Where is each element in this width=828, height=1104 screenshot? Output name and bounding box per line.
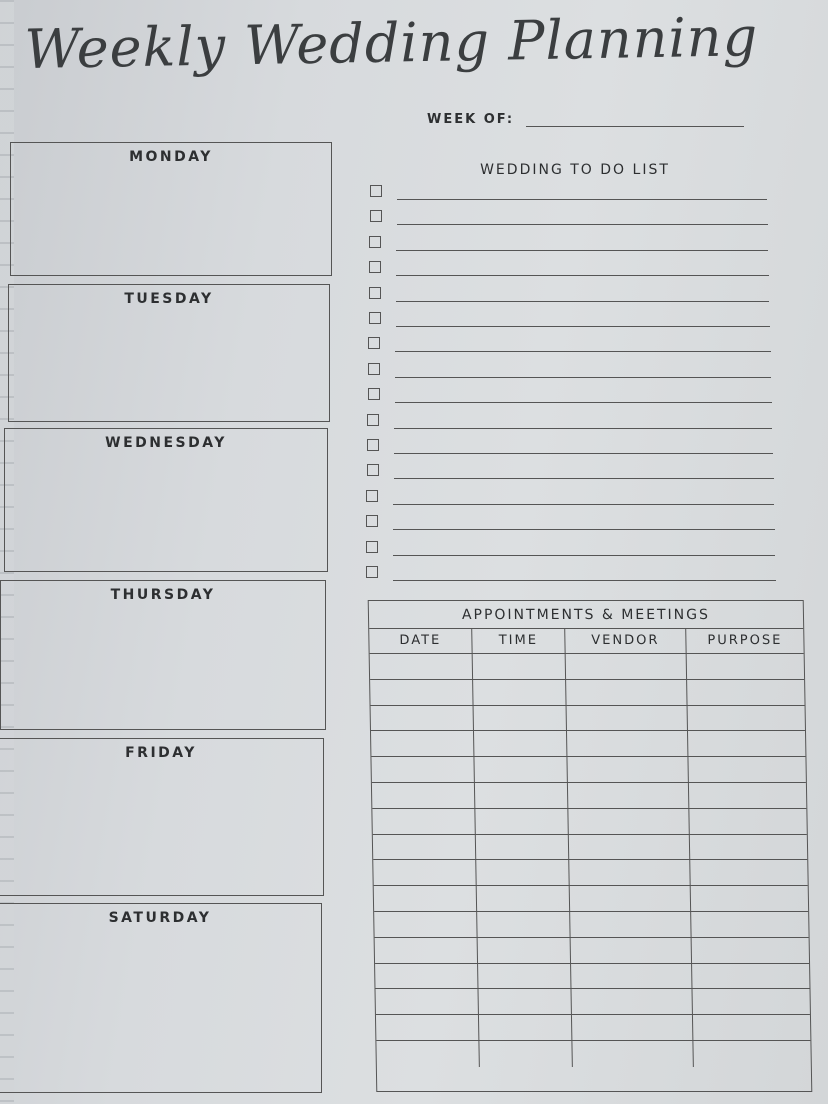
todo-checkbox[interactable]	[368, 337, 380, 349]
todo-item	[369, 311, 771, 327]
cell-vendor[interactable]	[566, 654, 687, 679]
appointments-header-row	[369, 629, 803, 654]
cell-date[interactable]	[376, 1015, 479, 1040]
todo-checkbox[interactable]	[367, 464, 379, 476]
cell-time[interactable]	[479, 989, 572, 1014]
day-label-wednesday: WEDNESDAY	[105, 435, 227, 451]
cell-vendor[interactable]	[569, 860, 690, 885]
todo-line[interactable]	[396, 325, 771, 327]
table-row	[374, 912, 808, 938]
todo-line[interactable]	[393, 579, 777, 581]
todo-checkbox[interactable]	[369, 287, 381, 299]
day-box-monday[interactable]	[10, 142, 332, 276]
cell-date[interactable]	[373, 835, 476, 860]
appointments-grid	[370, 654, 811, 1067]
todo-checkbox[interactable]	[369, 236, 381, 248]
day-box-friday[interactable]	[0, 738, 324, 896]
todo-item	[367, 438, 773, 454]
day-box-saturday[interactable]	[0, 903, 322, 1093]
cell-purpose[interactable]	[691, 912, 808, 937]
todo-checkbox[interactable]	[370, 185, 382, 197]
todo-checkbox[interactable]	[366, 515, 378, 527]
cell-vendor[interactable]	[571, 964, 692, 989]
todo-item	[370, 184, 767, 200]
cell-vendor[interactable]	[570, 912, 691, 937]
cell-time[interactable]	[479, 1015, 572, 1040]
cell-date[interactable]	[374, 886, 477, 911]
todo-item	[367, 463, 774, 479]
cell-date[interactable]	[372, 809, 475, 834]
day-label-saturday: SATURDAY	[108, 910, 212, 926]
todo-line[interactable]	[393, 503, 774, 505]
cell-time[interactable]	[474, 731, 567, 756]
todo-list-title: WEDDING TO DO LIST	[480, 162, 670, 178]
table-row	[376, 1015, 810, 1041]
cell-vendor[interactable]	[567, 706, 688, 731]
cell-time[interactable]	[475, 783, 568, 808]
todo-checkbox[interactable]	[367, 414, 379, 426]
cell-purpose[interactable]	[693, 989, 810, 1014]
cell-date[interactable]	[376, 1041, 479, 1067]
todo-line[interactable]	[396, 249, 768, 251]
cell-time[interactable]	[473, 654, 566, 679]
cell-vendor[interactable]	[568, 809, 689, 834]
table-row	[372, 783, 806, 809]
todo-item	[369, 235, 768, 251]
cell-time[interactable]	[478, 964, 571, 989]
day-box-thursday[interactable]	[0, 580, 326, 730]
todo-item	[369, 286, 770, 302]
cell-purpose[interactable]	[692, 964, 809, 989]
todo-line[interactable]	[397, 223, 768, 225]
todo-line[interactable]	[393, 554, 776, 556]
cell-time[interactable]	[474, 757, 567, 782]
cell-purpose[interactable]	[689, 783, 806, 808]
cell-purpose[interactable]	[689, 809, 806, 834]
column-header-vendor: VENDOR	[565, 629, 686, 653]
todo-item	[366, 540, 776, 556]
table-row	[371, 706, 805, 732]
cell-purpose[interactable]	[693, 1015, 810, 1040]
appointments-table	[368, 600, 813, 1092]
cell-purpose[interactable]	[687, 680, 804, 705]
cell-date[interactable]	[374, 912, 477, 937]
day-label-thursday: THURSDAY	[110, 587, 216, 603]
todo-line[interactable]	[393, 528, 775, 530]
cell-date[interactable]	[372, 783, 475, 808]
week-of-label: WEEK OF:	[427, 112, 515, 127]
cell-date[interactable]	[376, 989, 479, 1014]
todo-line[interactable]	[395, 401, 772, 403]
todo-item	[367, 413, 772, 429]
cell-time[interactable]	[475, 809, 568, 834]
todo-item	[368, 336, 770, 352]
cell-time[interactable]	[478, 938, 571, 963]
todo-item	[369, 260, 769, 276]
cell-time[interactable]	[477, 912, 570, 937]
todo-line[interactable]	[395, 376, 771, 378]
table-row	[370, 680, 804, 706]
day-box-wednesday[interactable]	[4, 428, 328, 572]
todo-item	[366, 489, 774, 505]
appointments-title: APPOINTMENTS & MEETINGS	[369, 601, 803, 629]
todo-checkbox[interactable]	[368, 388, 380, 400]
table-row	[370, 654, 804, 680]
cell-vendor[interactable]	[568, 783, 689, 808]
column-header-time: TIME	[472, 629, 565, 653]
table-row	[375, 938, 809, 964]
todo-item	[370, 209, 768, 225]
cell-vendor[interactable]	[566, 680, 687, 705]
cell-date[interactable]	[370, 680, 473, 705]
table-row	[371, 757, 805, 783]
day-label-monday: MONDAY	[129, 149, 213, 165]
todo-line[interactable]	[394, 452, 773, 454]
todo-checkbox[interactable]	[370, 210, 382, 222]
cell-date[interactable]	[371, 731, 474, 756]
cell-date[interactable]	[375, 938, 478, 963]
week-of-field	[427, 112, 744, 127]
table-row	[375, 964, 809, 990]
todo-line[interactable]	[394, 477, 774, 479]
cell-vendor[interactable]	[572, 989, 693, 1014]
todo-line[interactable]	[396, 300, 770, 302]
column-header-purpose: PURPOSE	[707, 633, 783, 648]
todo-line[interactable]	[394, 427, 772, 429]
table-row	[373, 860, 807, 886]
cell-vendor[interactable]	[572, 1015, 693, 1040]
todo-line[interactable]	[397, 198, 767, 200]
table-row	[374, 886, 808, 912]
cell-purpose[interactable]	[690, 860, 807, 885]
todo-checkbox[interactable]	[366, 490, 378, 502]
cell-date[interactable]	[373, 860, 476, 885]
cell-purpose[interactable]	[688, 757, 805, 782]
todo-checkbox[interactable]	[366, 566, 378, 578]
cell-date[interactable]	[371, 706, 474, 731]
todo-checkbox[interactable]	[369, 312, 381, 324]
cell-vendor[interactable]	[572, 1041, 693, 1067]
cell-date[interactable]	[370, 654, 473, 679]
column-header-date: DATE	[369, 629, 472, 653]
cell-vendor[interactable]	[567, 731, 688, 756]
week-of-line[interactable]	[526, 116, 744, 127]
page-title: Weekly Wedding Planning	[24, 5, 759, 81]
cell-date[interactable]	[371, 757, 474, 782]
todo-item	[366, 514, 775, 530]
todo-checkbox[interactable]	[368, 363, 380, 375]
cell-vendor[interactable]	[569, 835, 690, 860]
table-row	[373, 835, 807, 861]
table-row	[371, 731, 805, 757]
cell-purpose[interactable]	[688, 706, 805, 731]
todo-checkbox[interactable]	[367, 439, 379, 451]
cell-time[interactable]	[479, 1041, 572, 1067]
cell-purpose[interactable]	[687, 654, 804, 679]
table-row	[372, 809, 806, 835]
cell-purpose[interactable]	[688, 731, 805, 756]
cell-time[interactable]	[474, 706, 567, 731]
cell-time[interactable]	[476, 860, 569, 885]
cell-purpose[interactable]	[692, 938, 809, 963]
cell-purpose[interactable]	[691, 886, 808, 911]
todo-line[interactable]	[396, 274, 769, 276]
todo-item	[368, 387, 772, 403]
cell-time[interactable]	[477, 886, 570, 911]
cell-purpose[interactable]	[693, 1041, 810, 1067]
cell-date[interactable]	[375, 964, 478, 989]
cell-purpose[interactable]	[690, 835, 807, 860]
day-box-tuesday[interactable]	[8, 284, 330, 422]
table-row	[376, 989, 810, 1015]
todo-checkbox[interactable]	[369, 261, 381, 273]
todo-line[interactable]	[395, 350, 770, 352]
day-label-friday: FRIDAY	[125, 745, 197, 761]
day-label-tuesday: TUESDAY	[124, 291, 214, 307]
cell-time[interactable]	[473, 680, 566, 705]
cell-vendor[interactable]	[567, 757, 688, 782]
cell-vendor[interactable]	[570, 886, 691, 911]
todo-item	[366, 565, 777, 581]
todo-checkbox[interactable]	[366, 541, 378, 553]
table-row	[376, 1041, 810, 1067]
cell-vendor[interactable]	[571, 938, 692, 963]
todo-item	[368, 362, 771, 378]
cell-time[interactable]	[476, 835, 569, 860]
